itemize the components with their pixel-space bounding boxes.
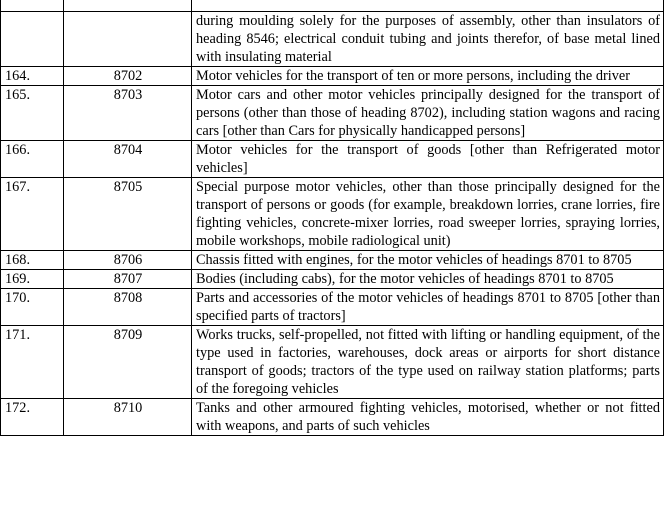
- description-cell: Parts and accessories of the motor vehicles of headings 8701 to 8705 [other than specified parts of tractors]: [192, 289, 664, 326]
- table-row: [1, 326, 664, 399]
- description-cell: Motor vehicles for the transport of goods [other than Refrigerated motor vehicles]: [192, 141, 664, 178]
- heading-cell: 8704: [64, 141, 192, 178]
- heading-cell: 8708: [64, 289, 192, 326]
- table-row: [1, 141, 664, 178]
- description-cell: Special purpose motor vehicles, other than those principally designed for the transport of persons or goods (for example, breakdown lorries, crane lorries, fire fighting vehicles, concrete-mixer lorries, road sweeper lorries, spraying lorries, mobile workshops, mobile radiological unit): [192, 178, 664, 251]
- heading-cell: 8709: [64, 326, 192, 399]
- table-row: [1, 86, 664, 141]
- sl-no-cell: [1, 12, 64, 67]
- sl-no-cell: 166.: [1, 141, 64, 178]
- sl-no-cell: 167.: [1, 178, 64, 251]
- description-cell: Bodies (including cabs), for the motor vehicles of headings 8701 to 8705: [192, 270, 664, 289]
- description-cell: Works trucks, self-propelled, not fitted with lifting or handling equipment, of the type used in factories, warehouses, dock areas or airports for short distance transport of goods; tractors of the type used on railway station platforms; parts of the foregoing vehicles: [192, 326, 664, 399]
- heading-cell: 8710: [64, 399, 192, 436]
- sl-no-cell: 172.: [1, 399, 64, 436]
- sl-no-cell: 169.: [1, 270, 64, 289]
- header-remnant-cell: [192, 0, 664, 12]
- table-row: [1, 399, 664, 436]
- sl-no-cell: 165.: [1, 86, 64, 141]
- heading-cell: 8705: [64, 178, 192, 251]
- sl-no-cell: 164.: [1, 67, 64, 86]
- heading-cell: 8702: [64, 67, 192, 86]
- description-cell: Motor cars and other motor vehicles principally designed for the transport of persons (other than those of heading 8702), including station wagons and racing cars [other than Cars for physically handicapped persons]: [192, 86, 664, 141]
- sl-no-cell: 170.: [1, 289, 64, 326]
- description-cell: during moulding solely for the purposes of assembly, other than insulators of heading 8546; electrical conduit tubing and joints therefor, of base metal lined with insulating material: [192, 12, 664, 67]
- header-remnant-cell: [64, 0, 192, 12]
- table-row-continuation: [1, 12, 664, 67]
- table-header-remnant-row: [1, 0, 664, 12]
- table-row: [1, 251, 664, 270]
- description-cell: Chassis fitted with engines, for the motor vehicles of headings 8701 to 8705: [192, 251, 664, 270]
- heading-cell: 8707: [64, 270, 192, 289]
- header-remnant-cell: [1, 0, 64, 12]
- table-row: [1, 178, 664, 251]
- table-row: [1, 67, 664, 86]
- heading-cell: 8703: [64, 86, 192, 141]
- table-row: [1, 289, 664, 326]
- table-row: [1, 270, 664, 289]
- heading-cell: [64, 12, 192, 67]
- tariff-table-body: [1, 0, 664, 436]
- description-cell: Tanks and other armoured fighting vehicles, motorised, whether or not fitted with weapons, and parts of such vehicles: [192, 399, 664, 436]
- sl-no-cell: 168.: [1, 251, 64, 270]
- heading-cell: 8706: [64, 251, 192, 270]
- description-cell: Motor vehicles for the transport of ten or more persons, including the driver: [192, 67, 664, 86]
- sl-no-cell: 171.: [1, 326, 64, 399]
